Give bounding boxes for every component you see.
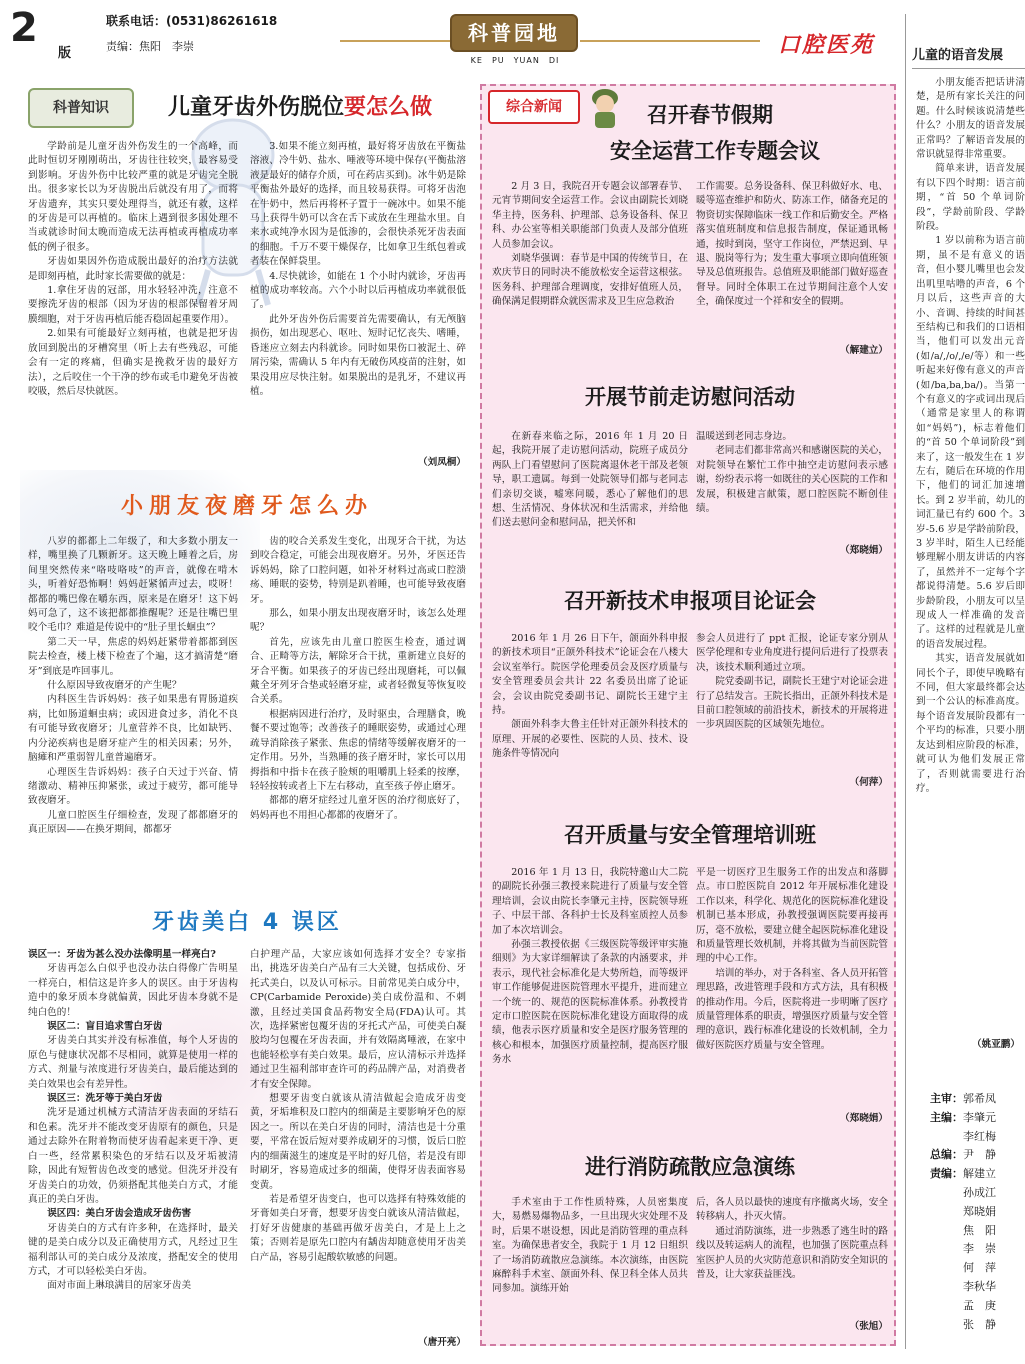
article2-para: 什么原因导致夜磨牙的产生呢？: [47, 680, 182, 692]
staff-row-duty-editor-n: [930, 1222, 1025, 1241]
news3-title: 召开新技术申报项目论证会: [564, 588, 816, 613]
article3-para: 想要牙齿变白就该从清洁做起会造成牙齿变黄，牙垢堆积及口腔内的细菌是主要影响牙色的原因之一。所以在美白牙齿的同时，清洁也是十分重要，平常在饭后短对要养成刷牙的习惯，饭后口腔内的细菌滋生的速度是平时的好几倍，若是没有即时刷牙，容易造成过多的细菌，使得牙齿表面容易变黄。: [250, 1093, 466, 1191]
article3-subhead: 误区三：洗牙等于美白牙齿: [47, 1093, 163, 1105]
staff-row-duty-editor-n: [930, 1316, 1025, 1335]
news2-signature: （郑晓娟）: [840, 545, 888, 556]
news2-title: 开展节前走访慰问活动: [585, 384, 795, 409]
right-title-rule: [912, 68, 1025, 69]
page-suffix: 版: [58, 46, 72, 61]
staff-row-duty-editor-n: [930, 1184, 1025, 1203]
article3-col2: [250, 948, 466, 1336]
news5-title: 进行消防疏散应急演练: [585, 1154, 795, 1179]
article1-signature: （刘凤桐）: [418, 457, 466, 468]
news3-para: 院党委副书记，副院长王建宁对论证会进行了总结发言。王院长指出，正颌外科技术是目前口腔领域的前沿技术，新技术的开展将进一步巩固医院的区域领先地位。: [696, 676, 888, 731]
article3-subhead: 误区二：盲目追求雪白牙齿: [47, 1021, 163, 1033]
staff-name: 李秋华: [963, 1279, 996, 1293]
right-article-title: 儿童的语音发展: [912, 48, 1004, 63]
article3-para: 牙齿美白的方式有许多种，在选择时，最关键的是美白成分以及正确使用方式，凡经过卫生福利部认可的美白成分及浓度，搭配安全的使用方式，才可以轻松美白牙齿。: [28, 1222, 238, 1277]
news4-col1: [492, 866, 688, 1124]
staff-row-chief-reviewer: [930, 1090, 1025, 1109]
staff-row-chief-editor-2: [930, 1128, 1025, 1147]
right-para: 简单来讲，语音发展有以下四个时期：语言前期，“首 50 个单词阶段”，学龄前阶段、学龄阶段。: [916, 163, 1025, 233]
staff-row-chief-editor: [930, 1109, 1025, 1128]
news2-para: 老同志们都非常高兴和感谢医院的关心，对院领导在繁忙工作中抽空走访慰问表示感谢，纷纷表示将一如既往的关心医院的工作和发展，积极建言献策，愿口腔医院不断创佳绩。: [696, 445, 888, 515]
article1-para: 2.如果有可能最好立刻再植，也就是把牙齿放回到脱出的牙槽窝里（听上去有些残忍，可能会有一定的疼痛，但确实是挽救牙齿的最好方法），之后咬住一个干净的纱布或毛巾避免牙齿被咬吸，然后尽快就医。: [28, 328, 238, 397]
article2-col2: [250, 535, 466, 910]
article3-subhead: 误区四：美白牙齿会造成牙齿伤害: [47, 1208, 192, 1220]
article1-col1: [28, 140, 238, 470]
news5-col2: [696, 1196, 888, 1316]
right-article-signature: （姚亚鹏）: [972, 1039, 1020, 1050]
article3-para: 面对市面上琳琅满目的居家牙齿美: [47, 1280, 192, 1292]
staff-role: 主审：: [930, 1092, 963, 1105]
staff-name: 郭希凤: [963, 1092, 996, 1105]
article2-para: 内科医生告诉妈妈：孩子如果患有胃肠道疾病，比如肠道蛔虫病；或因进食过多，消化不良有可能导致夜磨牙；儿童营养不良，比如缺钙、内分泌疾病也是磨牙症产生的相关因素；另外，脑瘫和严重弱智儿童普遍磨牙。: [28, 694, 238, 764]
article3-para: 牙齿美白其实并没有标准值，每个人牙齿的原色与健康状况都不尽相同，就算是使用一样的方式、剂量与浓度进行牙齿美白，最后能达到的美白效果也会有差异性。: [28, 1035, 238, 1090]
news2-para: 在新春来临之际，2016 年 1 月 20 日起，我院开展了走访慰问活动，院班子成员分两队上门看望慰问了医院离退休老干部及老领导，职工遗属。每到一处院领导们都与老同志们亲切交谈，嘘寒问暖，悉心了解他们的思想、生活情况、身体状况和生活需求，并给他们送去慰问金和慰问品，把关怀和: [492, 431, 688, 529]
article1-para: 1.拿住牙齿的冠部，用水轻轻冲洗，注意不要擦洗牙齿的根部（因为牙齿的根部保留着牙周膜细胞，对于牙齿再植后能否稳固起重要作用）。: [28, 285, 238, 325]
article2-para: 齿的咬合关系发生变化，出现牙合干扰，为达到咬合稳定，可能会出现夜磨牙。另外，牙医还告诉妈妈，除了口腔问题，如补牙材料过高或口腔溃疡、睡眠的姿势，特别是趴着睡，也可能导致夜磨牙。: [250, 536, 466, 605]
article2-para: 心理医生告诉妈妈：孩子白天过于兴奋、情绪激动、精神压抑紧张，或过于疲劳，都可能导致夜磨牙。: [28, 766, 238, 807]
article2-para: 那么，如果小朋友出现夜磨牙时，该怎么处理呢？: [250, 608, 466, 634]
news1-title-line1: 召开春节假期: [647, 102, 773, 127]
news2-para: 温暖送到老同志身边。: [696, 431, 792, 442]
right-article-body: [916, 76, 1025, 1036]
staff-role: 总编：: [930, 1148, 963, 1162]
news1-col1: [492, 180, 688, 358]
news1-para: 工作需要。总务设备科、保卫科做好水、电、暖等巡查维护和防火、防冻工作，储备充足的物资切实保障临床一线工作和后勤安全。严格落实值班制度和信息报告制度，保证通讯畅通，按时到岗，坚守工作岗位，严禁迟到、早退、脱岗等行为；发生重大事项立即向值班领导及总值班报告。总值班及职能部门做好巡查督导。同时全体职工在过节期间注意个人安全，确保度过一个祥和安全的假期。: [696, 181, 888, 308]
news4-signature: （郑晓娟）: [840, 1113, 888, 1124]
header-rule-right: [580, 40, 760, 42]
article3-para: 牙齿再怎么白似乎也没办法白得像广告明星一样亮白，相信这是许多人的误区。由于牙齿构造中的象牙质本身就偏黄，因此牙齿本身就不是纯白色的！: [28, 963, 238, 1018]
article2-col1: [28, 535, 238, 910]
article3-title: 牙齿美白 4 误区: [152, 910, 342, 935]
news1-col2: [696, 180, 888, 358]
right-para: 1 岁以前称为语言前期，虽不是有意义的语音，但小婴儿嘴里也会发出叽里咕噜的声音，6 个月以后，这些声音的大小、音调、持续的时间甚至结构已和我们的口语相当，他们可以发出元音(如/a/,/o/,/e/等）和一些听起来好像有意义的声音(如/ba,ba,ba/)。当第一个有意义的字或词出现后（通常是家里人的称谓如“妈妈”)，标志着他们的“首 50 个单词阶段”到来了，这一般发生在 1 岁左右，随后在环境的作用下，他们的词汇加速增长。到 2 岁半前，幼儿的词汇量已有约 600 个。3 岁-5.6 岁是学龄前阶段，3 岁半时，陌生人已经能够理解小朋友讲话的内容了，虽然并不一定每个字都说得清楚。5.6 岁后即步龄阶段，小朋友可以呈现成人一样准确的发音了。这样的过程就是儿童的语音发展过程。: [916, 235, 1025, 650]
article1-title-highlight: 要怎么做: [344, 95, 433, 120]
news1-para: 2 月 3 日，我院召开专题会议部署春节、元宵节期间安全运营工作。会议由副院长刘晓华主持，医务科、护理部、总务设备科、保卫科、办公室等相关职能部门负责人及部分值班人员参加会议。: [492, 181, 688, 250]
staff-row-duty-editor-n: [930, 1259, 1025, 1278]
news5-signature: （张旭）: [849, 1321, 888, 1332]
header-rule-left: [340, 40, 450, 42]
staff-row-duty-editor-n: [930, 1203, 1025, 1222]
staff-name: 何 萍: [963, 1261, 996, 1275]
article2-para: 儿童口腔医生仔细检查，发现了都都磨牙的真正原因——在换牙期间，都都牙: [28, 809, 238, 836]
staff-row-duty-editor-n: [930, 1297, 1025, 1316]
news2-col2: [696, 430, 888, 540]
column-title: 口腔医苑: [778, 33, 875, 58]
staff-name: 郑晓娟: [963, 1204, 996, 1218]
article1-para: 学龄前是儿童牙齿外伤发生的一个高峰，而此时恒切牙刚刚萌出，牙齿往往较突，最容易受到影响。牙齿外伤中比较严重的就是牙齿完全脱出。很多家长以为牙齿脱出后就没有用了，而将牙齿遗弃，其实只要处理得当，就还有救，这样的牙齿是可以再植的。临床上遇到很多因处理不当或就诊时间太晚而造成无法再植或再植成功率低的例子很多。: [28, 141, 238, 253]
staff-name: 解建立: [963, 1167, 996, 1181]
article2-para: 都都的磨牙症经过儿童牙医的治疗彻底好了，妈妈再也不用担心都都的夜磨牙了。: [250, 795, 466, 821]
news2-col1: [492, 430, 688, 550]
news4-para: 孙强三教授依据《三级医院等级评审实施细则》为大家详细解读了条款的内涵要求，并表示，现代社会标准化是大势所趋，而等级评审工作能够促进医院管理水平提升，进而建立一个统一的、规范的医院标准体系。孙教授肯定市口腔医院在医院标准化建设方面取得的成绩，他表示医疗质量和安全是医疗服务管理的核心和根本，加强医疗质量控制，提高医疗服务水: [492, 939, 688, 1066]
staff-name: 尹 静: [963, 1148, 996, 1162]
right-para: 小朋友能否把话讲清楚，是所有家长关注的问题。什么时候该说清楚些什么？小朋友的语音发展正常吗？了解语音发展的常识就显得非常重要。: [916, 77, 1025, 161]
news5-para: 手术室由于工作性质特殊，人员密集度大，易燃易爆物品多，一旦出现火灾处理不及时，后果不堪设想，因此是消防管理的重点科室。为确保患者安全，我院于 1 月 12 日组织了一场消防疏散应急演练。本次演练，由医院麻醉科手术室、颌面外科、保卫科全体人员共同参加。演练开始: [492, 1197, 688, 1295]
news4-col2: [696, 866, 888, 1116]
staff-role: 责编：: [930, 1167, 963, 1181]
article3-col1: [28, 948, 238, 1348]
staff-list: [930, 1090, 1025, 1334]
article2-para: 首先，应该先由儿童口腔医生检查，通过调合、正畸等方法，解除牙合干扰，重新建立良好的牙合平衡。如果孩子的牙齿已经出现磨耗，可以佩戴全牙列牙合垫或轻磨牙症，或者轻微复等恢复咬合关系。: [250, 636, 466, 706]
news4-para: 2016 年 1 月 13 日，我院特邀山大二院的副院长孙强三教授来院进行了质量与安全管理培训，会议由院长李肇元主持，医院领导班子、中层干部、各科护士长及科室质控人员参加了本次培训会。: [492, 867, 688, 936]
news1-title-line2: 安全运营工作专题会议: [610, 138, 820, 163]
article1-para: 4.尽快就诊，如能在 1 个小时内就诊，牙齿再植的成功率较高。六个小时以后再植成功率就很低了。: [250, 270, 466, 311]
article2-para: 第二天一早，焦虑的妈妈赶紧带着都都到医院去检查，楼上楼下检查了个遍，这才搞清楚“磨牙”到底是咋回事儿。: [28, 636, 238, 677]
news1-para: 刘晓华强调：春节是中国的传统节日，在欢庆节日的同时决不能放松安全运营这根弦。医务科、护理部合理调度，安排好值班人员，确保满足假期群众就医需求及卫生应急救治: [492, 253, 688, 308]
article2-para: 根据病因进行治疗，及时驱虫，合理膳食，晚餐不要过饱等；改善孩子的睡眠姿势，或通过心理疏导消除孩子紧张、焦虑的情绪等缓解夜磨牙的一定作用。另外，当熟睡的孩子磨牙时，家长可以用拇指和中指卡在孩子脸颊的咀嚼肌上轻柔的按摩，轻轻按转或者上下左右移动，直至孩子停止磨牙。: [250, 708, 466, 792]
staff-name: 张 静: [963, 1317, 996, 1331]
section-title: 科普园地: [468, 21, 560, 45]
staff-name: 焦 阳: [963, 1223, 996, 1237]
staff-name: 李 崇: [963, 1242, 996, 1256]
news4-para: 平是一切医疗卫生服务工作的出发点和落脚点。市口腔医院自 2012 年开展标准化建设工作以来，科学化、规范化的医院标准化建设机制已基本形成，孙教授强调医院要再接再厉，毫不放松，要建立健全起医院标准化建设和质量管理长效机制，并将其做为当前医院管理的中心工作。: [696, 867, 888, 965]
article2-title: 小朋友夜磨牙怎么办: [120, 494, 373, 519]
section-title-badge: [450, 14, 578, 52]
article1-para: 此外牙齿外伤后需要首先需要确认，有无颅脑损伤，如出现恶心、呕吐、短时记忆丧失、嗜睡，昏迷应立刻去内科就诊。同时如果伤口被泥土、碎屑污染，需确认 5 年内有无破伤风疫苗的注射，如果没用应尽快注射。如果脱出的是乳牙，不建议再植。: [250, 313, 466, 397]
news5-para: 后，各人员以最快的速度有序撤离火场，安全转移病人，扑灭火情。: [696, 1197, 888, 1223]
news3-col1: [492, 632, 688, 772]
staff-name: 孙成江: [963, 1185, 996, 1199]
news1-signature: （解建立）: [840, 345, 888, 356]
news5-para: 通过消防演练，进一步熟悉了逃生时的路线以及转运病人的流程，也加强了医院重点科室医护人员的火灾防范意识和消防安全知识的普及，让大家获益匪浅。: [696, 1225, 888, 1281]
tag-zonghe-xinwen: [488, 90, 580, 124]
staff-row-duty-editor-n: [930, 1240, 1025, 1259]
tag-kepu-label: 科普知识: [53, 100, 109, 116]
page-number-digit: 2: [10, 5, 38, 51]
section-pinyin: KE PU YUAN DI: [470, 56, 560, 65]
staff-name: 孟 庚: [963, 1298, 996, 1312]
staff-name: 李肇元: [963, 1110, 996, 1124]
right-para: 其实，语音发展就如同长个子，即使早晚略有不同，但大家最终都会达到一个公认的标准高度。每个语音发展阶段都有一个平均的标准，只要小朋友达到相应阶段的标准，就可认为他们发展正常了，否则就需要进行治疗。: [916, 653, 1025, 794]
news3-col2: [696, 632, 888, 762]
article3-para: 白护理产品，大家应该如何选择才安全？专家指出，挑选牙齿美白产品有三大关键，包括成份、牙托式美白，以及认可标示。目前常见美白成分中，CP(Carbamide Peroxide)美白成份温和、不刺激，且经过美国食品药物安全局(FDA)认可。其次，选择紧密包覆牙齿的牙托式产品，可使美白凝胶均匀包覆在牙齿表面，并有效隔离唾液，在家中也能轻松享有美白效果。最后，应认清标示并选择通过卫生福利部审查许可的药品牌产品，对消费者才有安全保障。: [250, 949, 466, 1090]
article3-signature: （唐开亮）: [418, 1337, 466, 1348]
staff-row-duty-editor-n: [930, 1278, 1025, 1297]
article3-para: 洗牙是通过机械方式清洁牙齿表面的牙结石和色素。洗牙并不能改变牙齿原有的颜色，只是通过去除外在附着物而使牙齿看起来更干净、更白一些，经常累积染色的牙结石以及牙垢被清除，因此有短暂齿色改变的感觉。但洗牙并没有牙齿美白的功效，仍须搭配其他美白方式，才能真正的美白牙齿。: [28, 1107, 238, 1205]
editors-line: 责编：焦阳 李崇: [106, 40, 194, 53]
article1-title-main: 儿童牙齿外伤脱位: [168, 95, 345, 120]
staff-name: 李红梅: [963, 1129, 996, 1143]
article2-para: 八岁的都都上二年级了，和大多数小朋友一样，嘴里换了几颗新牙。这天晚上睡着之后，房间里突然传来“咯吱咯吱”的声音，就像在啃木头，听着好恐怖啊！妈妈赶紧循声过去，哎呀！都都的嘴巴像在嚼东西，原来是在磨牙！这下妈妈可急了，这不该把都都推醒呢？还是往嘴巴里咬个毛巾？难道是传说中的“肚子里长蛔虫”？: [28, 536, 238, 634]
article3-para: 若是希望牙齿变白，也可以选择有特殊效能的牙膏如美白牙膏，想要牙齿变白就该从清洁做起，打好牙齿健康的基础再做牙齿美白，才是上上之策；否则若是原先口腔内有龋齿却随意使用牙齿美白产品，容易引起酸软敏感的问题。: [250, 1193, 466, 1263]
article3-subhead: 误区一：牙齿为甚么没办法像明星一样亮白?: [28, 949, 216, 960]
staff-role: 主编：: [930, 1110, 963, 1124]
news3-para: 2016 年 1 月 26 日下午，颌面外科申报的新技术项目“正颌外科技术”论证会在八楼大会议室举行。院医学伦理委员会及医疗质量与安全管理委员会共计 22 名委员出席了论证会，会议由院党委副书记、副院长王建宁主持。: [492, 633, 688, 717]
news4-title: 召开质量与安全管理培训班: [564, 822, 816, 847]
news3-signature: （何萍）: [849, 777, 888, 788]
staff-row-duty-editor: [930, 1165, 1025, 1184]
article1-col2: [250, 140, 466, 470]
tag-zonghe-label: 综合新闻: [506, 99, 562, 115]
article1-para: 牙齿如果因外伤造成脱出最好的治疗方法就是即刻再植，此时家长需要做的就是：: [28, 256, 238, 282]
contact-phone: 联系电话：(0531)86261618: [106, 14, 278, 28]
news3-para: 颌面外科李大鲁主任针对正颌外科技术的原理、开展的必要性、医院的人员、技术、设施条件等情况向: [492, 719, 688, 760]
tag-kepu-zhishi: [28, 88, 134, 128]
news4-para: 培训的举办，对于各科室、各人员开拓管理思路，改进管理手段和方式方法，具有积极的推动作用。今后，医院将进一步明晰了医疗质量管理体系的职责，增强医疗质量与安全管理的意识，践行标准化建设的长效机制，全力做好医院医疗质量与安全管理。: [696, 967, 888, 1051]
article1-para: 3.如果不能立刻再植，最好将牙齿放在平衡盐溶液、冷牛奶、盐水、唾液等环境中保存(平衡盐溶液是最好的储存介质，可在药店买到)。冰牛奶是除平衡盐外最好的选择，而且较易获得。可将牙齿泡在牛奶中，然后再将杯子置于一碗冰中。如果不能马上获得牛奶可以含在舌下或放在生理盐水里。自来水或纯净水因为是低渗的，会很快杀死牙齿表面的细胞。千万不要干燥保存，比如拿卫生纸包着或者装在保鲜袋里。: [250, 141, 466, 268]
staff-row-general-editor: [930, 1146, 1025, 1165]
page-number: [10, 6, 38, 50]
news3-para: 参会人员进行了 ppt 汇报，论证专家分别从医学伦理和专业角度进行提问后进行了投票表决，该技术顺利通过立项。: [696, 633, 888, 673]
news5-col1: [492, 1196, 688, 1336]
right-column-divider: [905, 14, 906, 1349]
